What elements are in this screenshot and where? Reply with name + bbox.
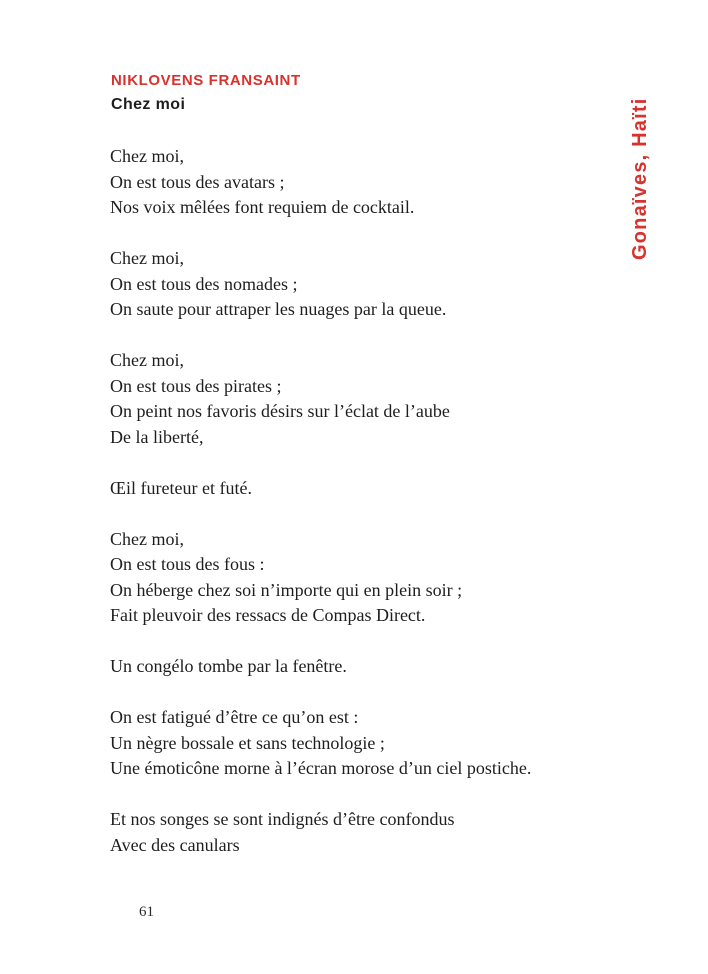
- page-number: 61: [139, 904, 154, 920]
- poem-line: On héberge chez soi n’importe qui en plein soir ;: [110, 579, 463, 600]
- stanza: [110, 527, 630, 629]
- poem-line: Chez moi,: [110, 248, 184, 268]
- stanza: [110, 348, 630, 450]
- poem-line: Avec des canulars: [110, 834, 240, 855]
- poem-body: [110, 144, 630, 884]
- poem-line: On est fatigué d’être ce qu’on est :: [110, 707, 359, 727]
- stanza: [110, 705, 630, 782]
- poem-line: Œil fureteur et futé.: [110, 477, 252, 498]
- stanza: [110, 807, 630, 858]
- side-location-label: Gonaïves, Haïti: [629, 97, 651, 260]
- poem-line: On est tous des fous :: [110, 554, 265, 574]
- poem-line: Chez moi,: [110, 350, 184, 370]
- poem-line: On est tous des nomades ;: [110, 273, 298, 294]
- stanza: [110, 476, 630, 502]
- poem-line: Et nos songes se sont indignés d’être confondus: [110, 809, 455, 829]
- poem-line: Une émoticône morne à l’écran morose d’un ciel postiche.: [110, 758, 532, 778]
- poem-line: Chez moi,: [110, 146, 184, 166]
- poem-line: Un congélo tombe par la fenêtre.: [110, 656, 347, 676]
- poem-line: On peint nos favoris désirs sur l’éclat de l’aube: [110, 401, 450, 421]
- poem-line: On saute pour attraper les nuages par la queue.: [110, 299, 447, 319]
- stanza: [110, 246, 630, 323]
- poem-title: Chez moi: [111, 96, 186, 113]
- poem-line: De la liberté,: [110, 426, 204, 447]
- poem-line: Un nègre bossale et sans technologie ;: [110, 732, 385, 753]
- poem-line: Chez moi,: [110, 528, 184, 549]
- poem-line: Nos voix mêlées font requiem de cocktail.: [110, 197, 415, 217]
- poem-line: Fait pleuvoir des ressacs de Compas Direct.: [110, 605, 426, 625]
- poem-line: On est tous des avatars ;: [110, 171, 285, 192]
- poem-author: NIKLOVENS FRANSAINT: [111, 72, 301, 89]
- stanza: [110, 144, 630, 221]
- stanza: [110, 654, 630, 680]
- poem-line: On est tous des pirates ;: [110, 375, 282, 396]
